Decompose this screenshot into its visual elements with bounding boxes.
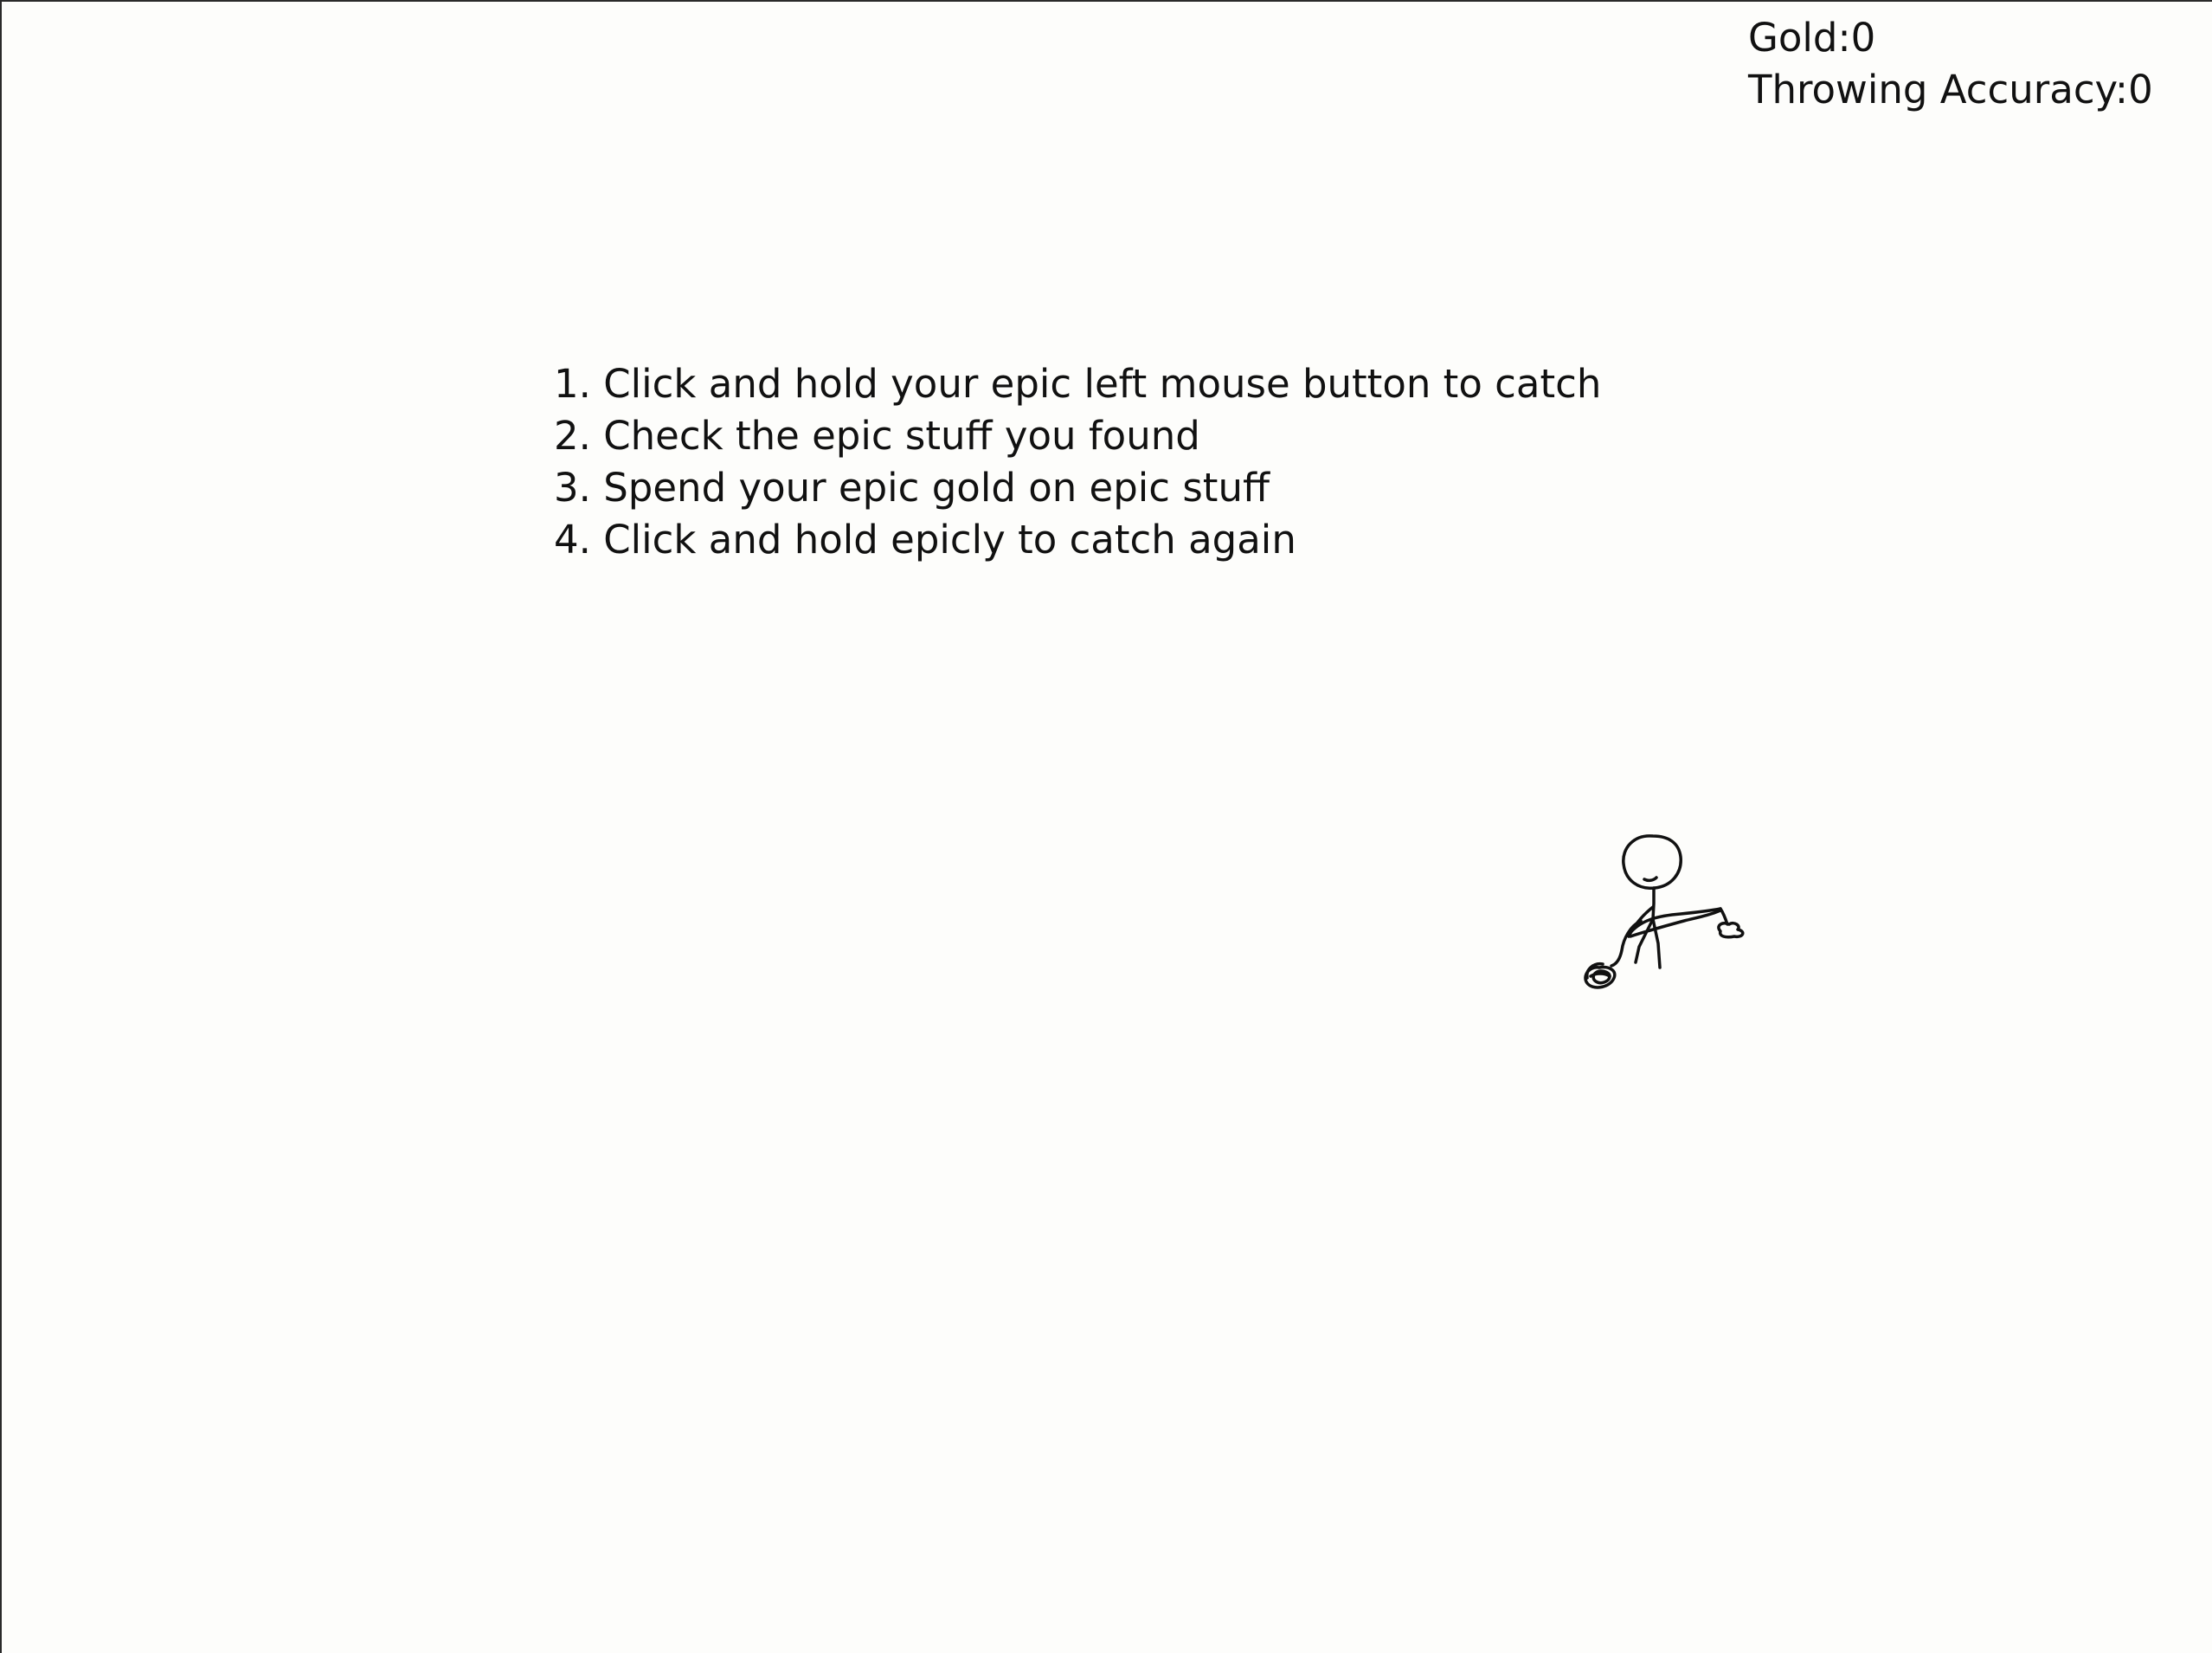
accuracy-value: 0: [2128, 67, 2153, 113]
instructions-list: [554, 358, 1601, 566]
accuracy-label: Throwing Accuracy:: [1748, 67, 2129, 113]
gold-display: [1748, 12, 2153, 64]
gold-label: Gold:: [1748, 15, 1851, 61]
accuracy-display: [1748, 64, 2153, 116]
instruction-step: 2. Check the epic stuff you found: [554, 413, 1200, 459]
instruction-step: 1. Click and hold your epic left mouse button to catch: [554, 361, 1602, 407]
instruction-step: 3. Spend your epic gold on epic stuff: [554, 465, 1270, 511]
stickman-fisher-icon: [1551, 824, 1759, 1040]
instruction-step: 4. Click and hold epicly to catch again: [554, 517, 1296, 563]
gold-value: 0: [1850, 15, 1876, 61]
hud: [1748, 12, 2153, 116]
